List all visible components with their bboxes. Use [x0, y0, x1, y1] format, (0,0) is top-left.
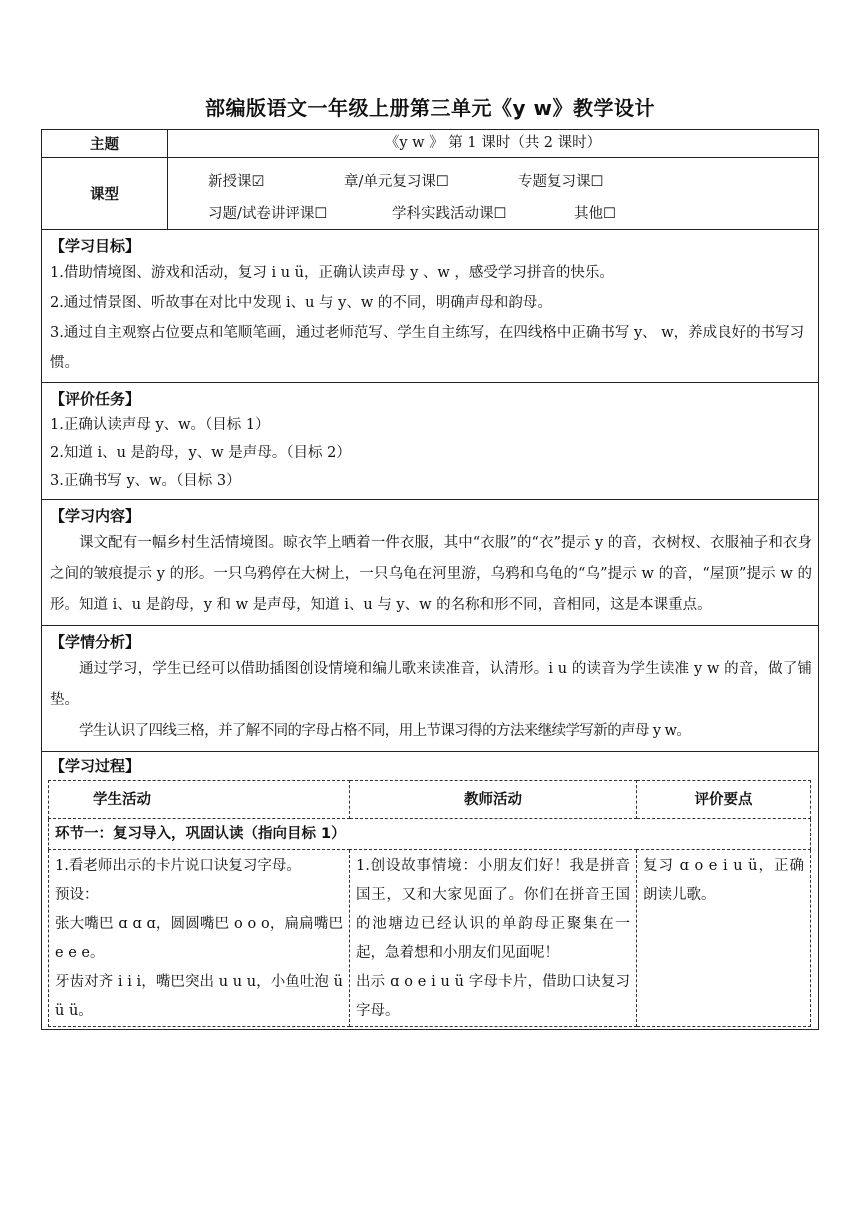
- topic-value: 《y w 》 第 1 课时（共 2 课时）: [168, 130, 819, 158]
- evaluation-section: [42, 383, 819, 500]
- evaluation-item: 2.知道 i、u 是韵母，y、w 是声母。（目标 2）: [50, 445, 351, 461]
- evaluation-item: 3.正确书写 y、w。（目标 3）: [50, 473, 241, 489]
- lesson-plan-table: [41, 129, 819, 1030]
- process-table: [48, 780, 811, 1027]
- segment-row: [49, 819, 811, 850]
- segment-title: 环节一：复习导入，巩固认读（指向目标 1）: [49, 819, 811, 850]
- content-section: [42, 500, 819, 626]
- option-topic-review[interactable]: 专题复习课☐: [518, 174, 604, 190]
- topic-row: [42, 130, 819, 158]
- analysis-heading: 【学情分析】: [50, 633, 141, 651]
- content-heading: 【学习内容】: [50, 507, 141, 525]
- activity-row: [49, 850, 811, 1027]
- analysis-paragraph: 学生认识了四线三格，并了解不同的字母占格不同，用上节课习得的方法来继续学写新的声母 y w。: [79, 723, 691, 739]
- objective-item: 2.通过情景图、听故事在对比中发现 i、u 与 y、w 的不同，明确声母和韵母。: [50, 295, 552, 311]
- student-activity-line: 1.看老师出示的卡片说口诀复习字母。: [55, 858, 301, 874]
- objective-item: 1.借助情境图、游戏和活动，复习 i u ü，正确认读声母 y 、w ，感受学习拼音的快乐。: [50, 265, 614, 281]
- student-activity-cell: [49, 850, 350, 1027]
- option-practice-activity[interactable]: 学科实践活动课☐: [392, 206, 507, 222]
- objective-item: 3.通过自主观察占位要点和笔顺笔画，通过老师范写、学生自主练写，在四线格中正确书写 y、 w，养成良好的书写习惯。: [50, 325, 805, 371]
- content-row: [42, 500, 819, 626]
- teacher-activity-cell: [350, 850, 637, 1027]
- student-activity-line: 牙齿对齐 i i i，嘴巴突出 u u u，小鱼吐泡 ü ü ü。: [55, 974, 343, 1019]
- lesson-type-row: [42, 158, 819, 230]
- student-activity-line: 预设：: [55, 887, 99, 903]
- process-header-row: [49, 781, 811, 819]
- lesson-type-options: [168, 158, 819, 230]
- criteria-cell: 复习 ɑ o e i u ü，正确朗读儿歌。: [637, 850, 811, 1027]
- evaluation-heading: 【评价任务】: [50, 390, 141, 408]
- analysis-row: [42, 626, 819, 752]
- analysis-section: [42, 626, 819, 752]
- process-heading: 【学习过程】: [50, 757, 141, 775]
- objectives-row: [42, 230, 819, 383]
- evaluation-row: [42, 383, 819, 500]
- evaluation-item: 1.正确认读声母 y、w。（目标 1）: [50, 417, 270, 433]
- option-new-lesson[interactable]: 新授课☑: [208, 174, 265, 190]
- column-header-teacher: 教师活动: [350, 781, 637, 819]
- objectives-section: [42, 230, 819, 383]
- column-header-student: 学生活动: [49, 781, 350, 819]
- content-paragraph: 课文配有一幅乡村生活情境图。晾衣竿上晒着一件衣服，其中“衣服”的“衣”提示 y 的音，衣树杈、衣服袖子和衣身之间的皱痕提示 y 的形。一只乌鸦停在大树上，一只乌龟在河里游，乌鸦和乌龟的“乌”提示 w 的音，“屋顶”提示 w 的形。知道 i、u 是韵母，y 和 w 是声母，知道 i、u 与 y、w 的名称和形不同，音相同，这是本课重点。: [50, 535, 812, 613]
- column-header-criteria: 评价要点: [637, 781, 811, 819]
- analysis-paragraph: 通过学习，学生已经可以借助插图创设情境和编儿歌来读准音，认清形。i u 的读音为学生读准 y w 的音，做了铺垫。: [50, 661, 812, 708]
- document-title: 部编版语文一年级上册第三单元《y w》教学设计: [205, 96, 655, 120]
- process-row: [42, 752, 819, 1030]
- objectives-heading: 【学习目标】: [50, 237, 141, 255]
- process-section: [42, 752, 819, 1030]
- topic-label: 主题: [42, 130, 168, 158]
- teacher-activity-line: 1.创设故事情境：小朋友们好！我是拼音国王，又和大家见面了。你们在拼音王国的池塘边已经认识的单韵母正聚集在一起，急着想和小朋友们见面呢！: [356, 858, 630, 961]
- teacher-activity-line: 出示 ɑ o e i u ü 字母卡片，借助口诀复习字母。: [356, 974, 630, 1019]
- lesson-type-label: 课型: [42, 158, 168, 230]
- option-other[interactable]: 其他☐: [574, 206, 616, 222]
- student-activity-line: 张大嘴巴 ɑ ɑ ɑ，圆圆嘴巴 o o o，扁扁嘴巴 e e e。: [55, 916, 343, 961]
- option-exercise-review[interactable]: 习题/试卷讲评课☐: [208, 206, 328, 222]
- option-unit-review[interactable]: 章/单元复习课☐: [344, 174, 449, 190]
